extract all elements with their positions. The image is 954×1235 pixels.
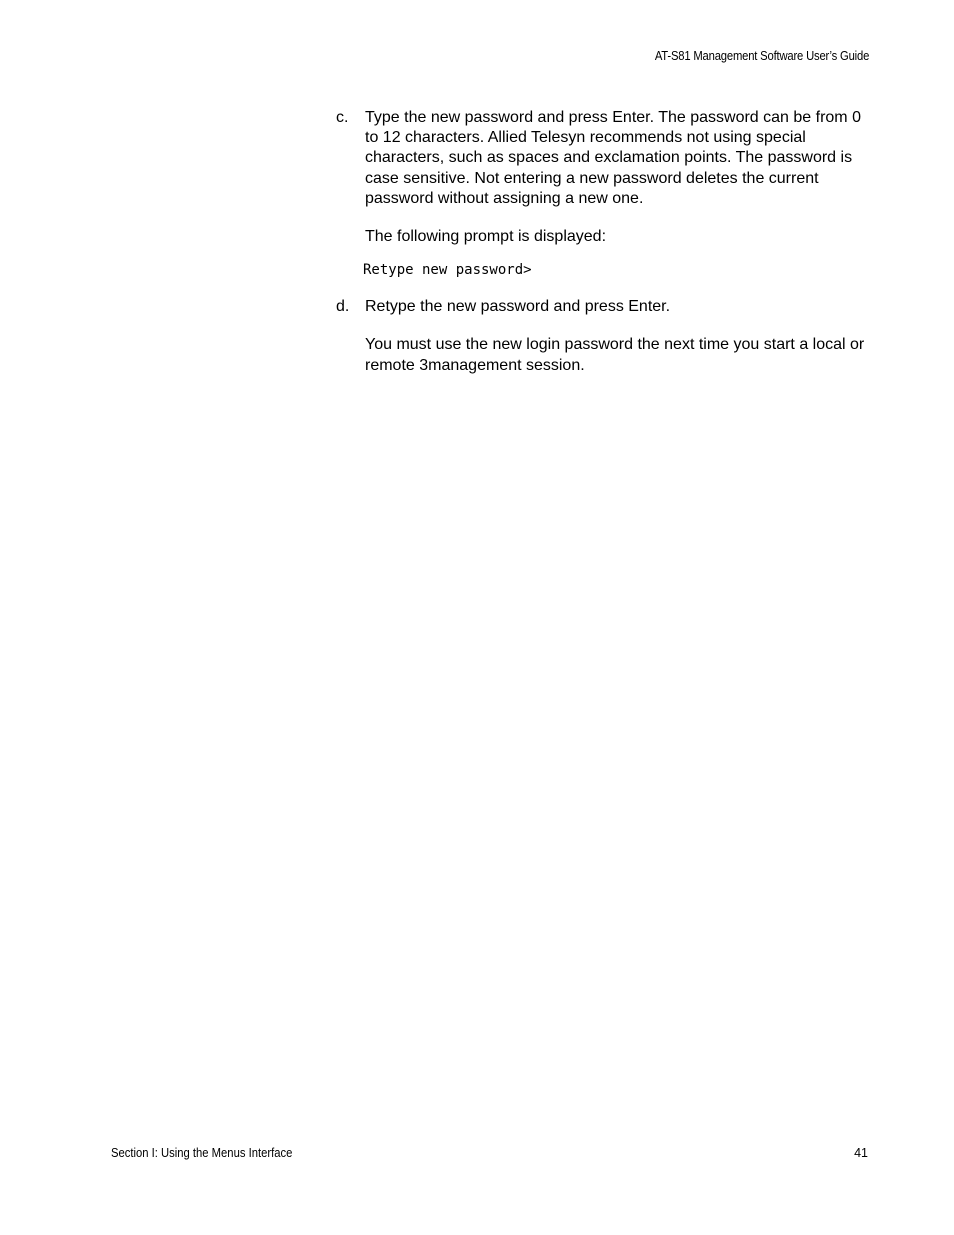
footer-section-title: Section I: Using the Menus Interface <box>111 1146 293 1160</box>
step-d <box>336 297 866 376</box>
step-c-letter: c. <box>336 109 349 126</box>
step-c <box>336 108 866 279</box>
step-d-letter: d. <box>336 298 350 316</box>
step-d-text: Retype the new password and press Enter. <box>365 298 671 316</box>
step-d-follow-text: You must use the new login password the next time you start a local or remote 3management session. <box>365 336 865 374</box>
page-number: 41 <box>854 1146 868 1160</box>
running-header-title: AT-S81 Management Software User’s Guide <box>654 49 869 63</box>
prompt-code-sample: Retype new password> <box>363 262 532 279</box>
step-c-text: Type the new password and press Enter. The password can be from 0 to 12 characters. Allied Telesyn recommends not using special characters, such as spaces and exclamation points. The password is case sensitive. Not entering a new password deletes the current password without assigning a new one. <box>365 109 861 207</box>
document-body <box>336 108 866 376</box>
step-c-follow-text: The following prompt is displayed: <box>365 228 607 246</box>
